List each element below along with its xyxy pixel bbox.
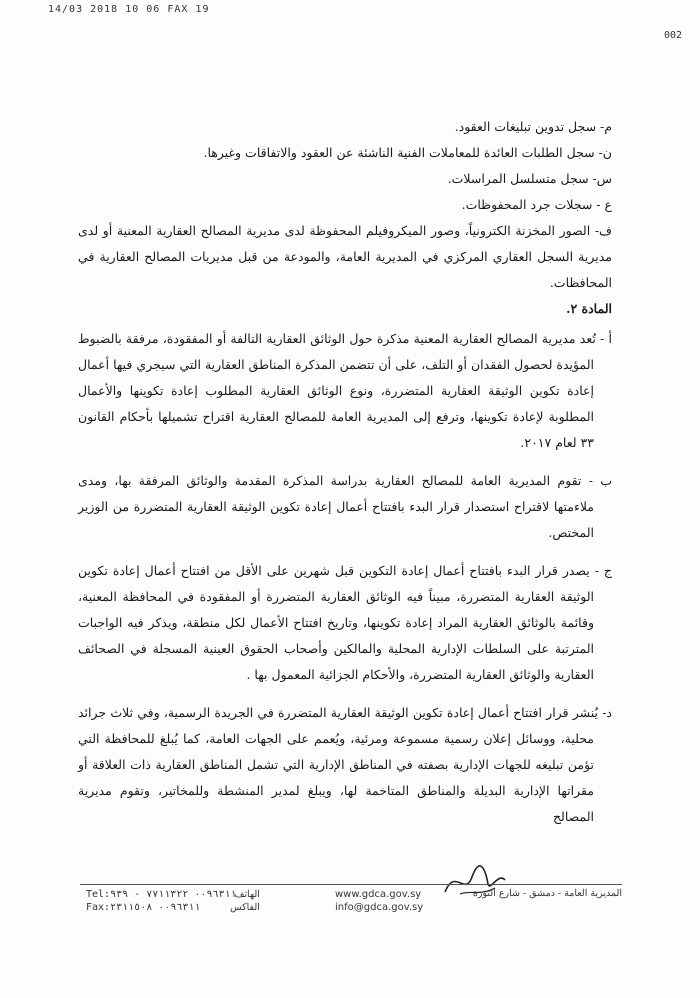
footer-website: www.gdca.gov.sy — [335, 889, 422, 900]
paragraph-a: أ - تُعد مديرية المصالح العقارية المعنية مذكرة حول الوثائق العقارية التالفة أو المفقودة، مرفقة بالضبوط المؤيدة لحصول الفقدان أو التلف، على أن تتضمن المذكرة المناطق العقارية التي سيجري فيها أعمال إعادة تكوين الوثيقة العقارية المتضررة، ونوع الوثائق العقارية المطلوب إعادة تكوينها والأعمال المطلوبة لإعادة تكوينها، وترفع إلى المديرية العامة للمصالح العقارية اقتراح تشميلها بأحكام القانون ٣٣ لعام ٢٠١٧. — [78, 331, 612, 450]
article-title: المادة ٢. — [566, 301, 612, 316]
footer-phone: Tel:٠٠٩٦٣١١ ٧٧١١٣٢٢ - ٩٣٩ — [86, 889, 237, 900]
footer-numbers — [86, 888, 237, 914]
list-item-n: ن- سجل الطلبات العائدة للمعاملات الفنية الناشئة عن العقود والاتفاقات وغيرها. — [203, 145, 612, 160]
list-item-s: س- سجل متسلسل المراسلات. — [447, 171, 612, 186]
footer-address: المديرية العامة - دمشق - شارع الثورة — [472, 888, 622, 899]
fax-header: 14/03 2018 10 06 FAX 19 — [48, 4, 210, 15]
paragraph-d: د- يُنشر قرار افتتاح أعمال إعادة تكوين الوثيقة العقارية المتضررة في الجريدة الرسمية، وفي ثلاث جرائد محلية، ووسائل إعلان رسمية مسموعة ومرئية، ويُعمم على الجهات العامة، كما يُبلغ للمحافظة التي تؤمن تبليغه للجهات الإدارية بصفته في المناطق الإدارية التي تشمل المناطق العقارية ذات العلاقة أو مقراتها الإدارية البديلة والمناطق المتاخمة لها، ويبلغ لمدير المنشطة وللمخاتير، وتقوم مديرية المصالح — [78, 705, 612, 824]
footer-fax: Fax:٠٠٩٦٣١١ ٢٣١١٥٠٨ — [86, 902, 201, 913]
footer-phone-label: الهاتف — [234, 889, 260, 900]
paragraph-b: ب - تقوم المديرية العامة للمصالح العقارية بدراسة المذكرة المقدمة والوثائق المرفقة بها، ومدى ملاءمتها لاقتراح استصدار قرار البدء بافتتاح أعمال إعادة تكوين الوثيقة العقارية المتضررة من الوزير المختص. — [78, 473, 612, 540]
footer-divider — [80, 884, 622, 885]
footer — [80, 888, 622, 928]
document-body — [78, 114, 612, 842]
footer-email: info@gdca.gov.sy — [335, 902, 424, 913]
footer-fax-label: الفاكس — [230, 902, 260, 913]
page-mark: 002 — [663, 30, 682, 41]
paragraph-j: ج - يصدر قرار البدء بافتتاح أعمال إعادة التكوين قبل شهرين على الأقل من افتتاح أعمال إعادة تكوين الوثيقة العقارية المتضررة، مبيناً فيه الوثائق العقارية المتضررة أو المفقودة في المحافظة المعنية، وقائمة بالوثائق العقارية المراد إعادة تكوينها، وتاريخ افتتاح الأعمال لكل منطقة، ويذكر فيه الواجبات المترتبة على السلطات الإدارية المحلية والمالكين وأصحاب الحقوق العينية المسجلة في الصحائف العقارية والوثائق العقارية المتضررة، والأحكام الجزائية المعمول بها . — [78, 563, 612, 682]
footer-contacts — [335, 888, 423, 914]
list-item-f: ف- الصور المخزنة الكترونياً، وصور الميكروفيلم المحفوظة لدى مديرية المصالح العقارية المعنية أو لدى مديرية السجل العقاري المركزي في المديرية العامة، والمودعة من قبل مديريات المصالح العقارية في المحافظات. — [78, 223, 612, 290]
list-item-ain: ع - سجلات جرد المحفوظات. — [461, 197, 612, 212]
list-item-m: م- سجل تدوين تبليغات العقود. — [454, 119, 612, 134]
